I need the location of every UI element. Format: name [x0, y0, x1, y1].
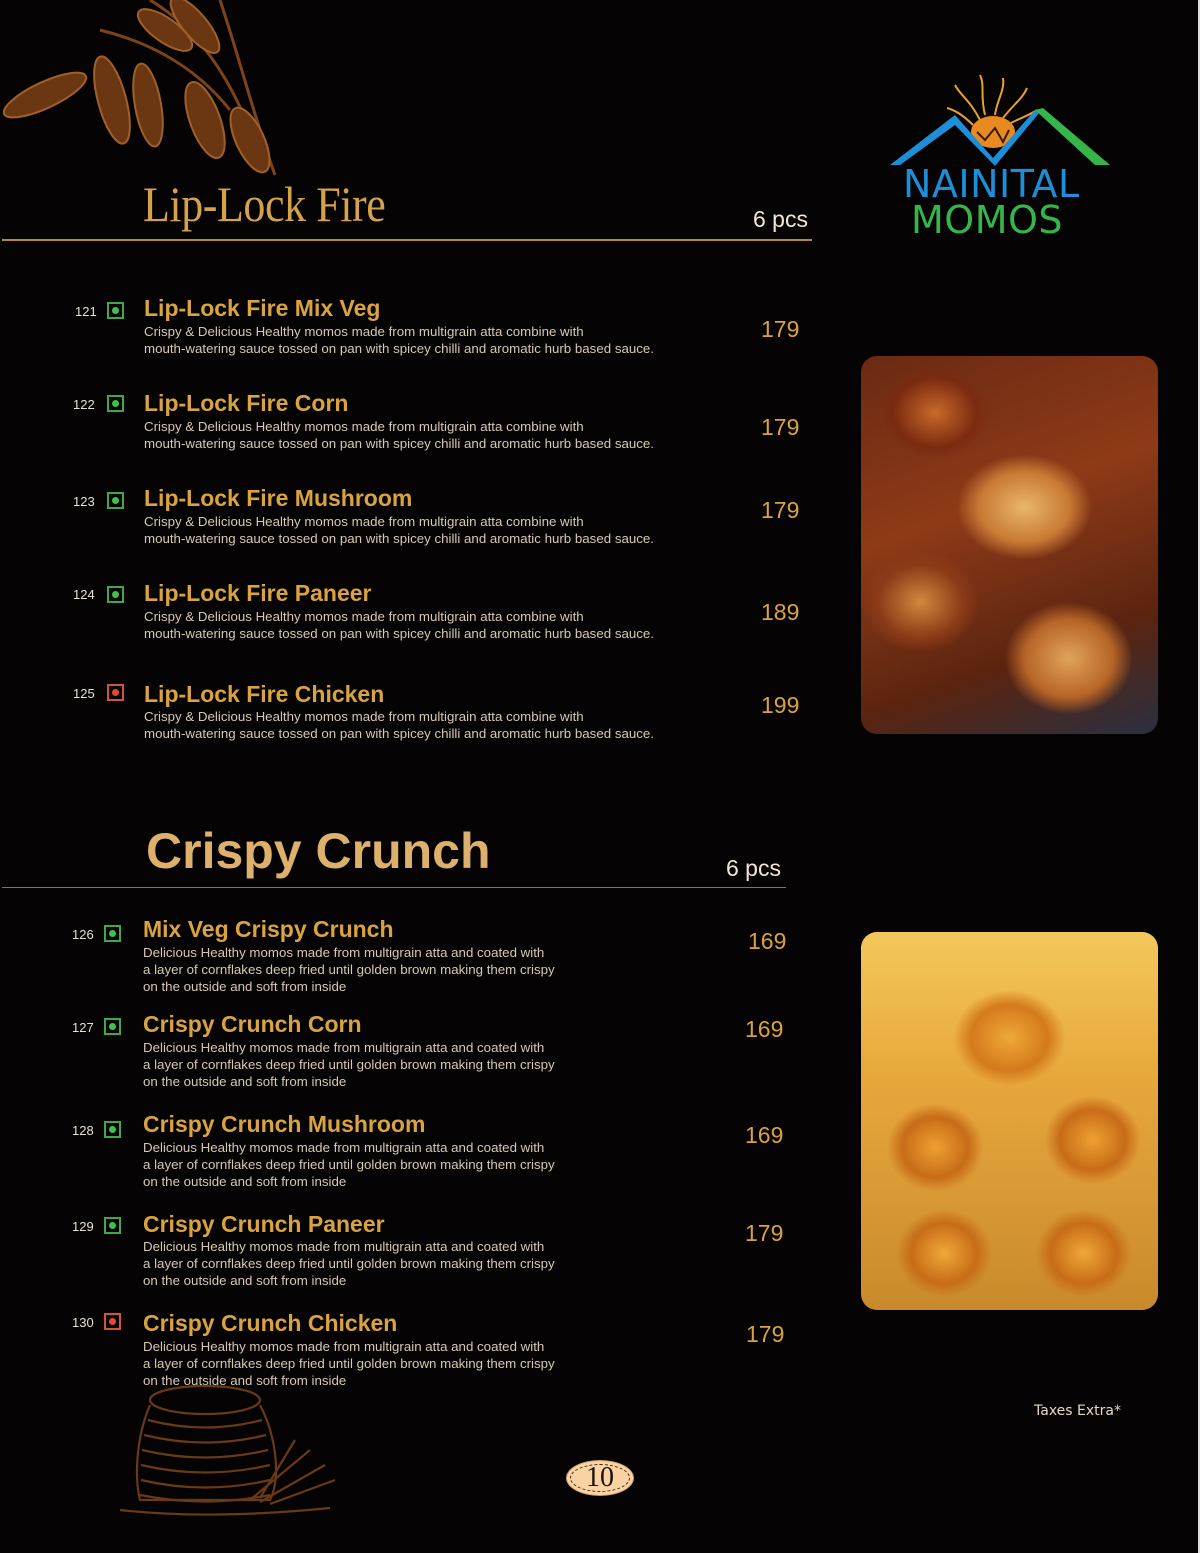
- section-portion-label: 6 pcs: [753, 206, 808, 232]
- item-description-line2: a layer of cornflakes deep fried until golden brown making them crispy: [143, 962, 555, 977]
- item-description-line3: on the outside and soft from inside: [143, 1373, 347, 1388]
- item-description-line2: a layer of cornflakes deep fried until golden brown making them crispy: [143, 1256, 555, 1271]
- item-number: 123: [73, 494, 95, 509]
- section-divider: [2, 239, 812, 241]
- item-name: Lip-Lock Fire Paneer: [144, 580, 372, 606]
- item-number: 126: [72, 927, 94, 942]
- item-number: 129: [72, 1219, 94, 1234]
- item-description-line2: mouth-watering sauce tossed on pan with spicey chilli and aromatic hurb based sauce.: [144, 531, 654, 546]
- item-description-line1: Crispy & Delicious Healthy momos made from multigrain atta combine with: [144, 709, 584, 724]
- item-price: 179: [745, 1220, 784, 1246]
- item-description-line1: Crispy & Delicious Healthy momos made from multigrain atta combine with: [144, 419, 584, 434]
- item-price: 179: [761, 497, 800, 523]
- item-description-line3: on the outside and soft from inside: [143, 1074, 347, 1089]
- logo-text-momos: MOMOS: [911, 198, 1064, 242]
- crispy-crunch-momos-photo: [861, 932, 1158, 1310]
- section-divider: [2, 887, 786, 888]
- item-description-line2: a layer of cornflakes deep fried until golden brown making them crispy: [143, 1057, 555, 1072]
- item-name: Crispy Crunch Chicken: [143, 1310, 398, 1336]
- veg-indicator-icon: [104, 1018, 121, 1035]
- item-description-line3: on the outside and soft from inside: [143, 1273, 347, 1288]
- veg-indicator-icon: [107, 586, 124, 603]
- item-description-line1: Delicious Healthy momos made from multigrain atta and coated with: [143, 945, 545, 960]
- item-description-line3: on the outside and soft from inside: [143, 979, 347, 994]
- item-price: 169: [748, 928, 787, 954]
- item-name: Mix Veg Crispy Crunch: [143, 916, 394, 942]
- item-price: 199: [761, 692, 800, 718]
- grain-sack-decoration-icon: [110, 1380, 340, 1520]
- item-price: 179: [761, 414, 800, 440]
- item-description-line1: Delicious Healthy momos made from multigrain atta and coated with: [143, 1140, 545, 1155]
- item-name: Lip-Lock Fire Corn: [144, 390, 349, 416]
- non-veg-indicator-icon: [107, 684, 124, 701]
- item-name: Lip-Lock Fire Mushroom: [144, 485, 413, 511]
- item-number: 121: [75, 304, 97, 319]
- veg-indicator-icon: [104, 1121, 121, 1138]
- item-price: 189: [761, 599, 800, 625]
- item-number: 128: [72, 1123, 94, 1138]
- item-price: 179: [746, 1321, 785, 1347]
- veg-indicator-icon: [104, 1217, 121, 1234]
- item-description-line2: a layer of cornflakes deep fried until golden brown making them crispy: [143, 1356, 555, 1371]
- veg-indicator-icon: [107, 492, 124, 509]
- item-price: 169: [745, 1122, 784, 1148]
- item-name: Crispy Crunch Corn: [143, 1011, 362, 1037]
- item-description-line1: Crispy & Delicious Healthy momos made from multigrain atta combine with: [144, 609, 584, 624]
- non-veg-indicator-icon: [104, 1313, 121, 1330]
- page-number: 10: [586, 1462, 614, 1493]
- item-description-line3: on the outside and soft from inside: [143, 1174, 347, 1189]
- item-description-line2: mouth-watering sauce tossed on pan with spicey chilli and aromatic hurb based sauce.: [144, 626, 654, 641]
- item-description-line2: mouth-watering sauce tossed on pan with spicey chilli and aromatic hurb based sauce.: [144, 341, 654, 356]
- wheat-decoration-icon: [0, 0, 300, 180]
- item-description-line2: a layer of cornflakes deep fried until golden brown making them crispy: [143, 1157, 555, 1172]
- item-price: 179: [761, 316, 800, 342]
- item-name: Lip-Lock Fire Chicken: [144, 681, 385, 707]
- taxes-note: Taxes Extra*: [1034, 1403, 1121, 1419]
- lip-lock-fire-momos-photo: [861, 356, 1158, 734]
- item-number: 125: [73, 686, 95, 701]
- item-description-line2: mouth-watering sauce tossed on pan with spicey chilli and aromatic hurb based sauce.: [144, 726, 654, 741]
- item-description-line1: Crispy & Delicious Healthy momos made from multigrain atta combine with: [144, 324, 584, 339]
- item-number: 122: [73, 397, 95, 412]
- item-description-line2: mouth-watering sauce tossed on pan with spicey chilli and aromatic hurb based sauce.: [144, 436, 654, 451]
- item-number: 124: [73, 587, 95, 602]
- item-number: 130: [72, 1315, 94, 1330]
- item-description-line1: Delicious Healthy momos made from multigrain atta and coated with: [143, 1040, 545, 1055]
- item-name: Crispy Crunch Paneer: [143, 1211, 385, 1237]
- veg-indicator-icon: [104, 925, 121, 942]
- page-number-badge: [566, 1460, 634, 1496]
- section-portion-label: 6 pcs: [726, 855, 781, 881]
- item-description-line1: Crispy & Delicious Healthy momos made from multigrain atta combine with: [144, 514, 584, 529]
- item-name: Crispy Crunch Mushroom: [143, 1111, 426, 1137]
- veg-indicator-icon: [107, 395, 124, 412]
- section-title-lip-lock-fire: Lip-Lock Fire: [143, 176, 386, 232]
- item-description-line1: Delicious Healthy momos made from multigrain atta and coated with: [143, 1239, 545, 1254]
- section-title-crispy-crunch: Crispy Crunch: [146, 823, 491, 879]
- veg-indicator-icon: [107, 302, 124, 319]
- logo-text-nainital: NAINITAL: [903, 162, 1080, 206]
- item-number: 127: [72, 1020, 94, 1035]
- item-description-line1: Delicious Healthy momos made from multigrain atta and coated with: [143, 1339, 545, 1354]
- mountain-sun-logo-icon: [885, 70, 1115, 170]
- item-price: 169: [745, 1016, 784, 1042]
- nainital-momos-logo: [885, 70, 1115, 250]
- item-name: Lip-Lock Fire Mix Veg: [144, 295, 381, 321]
